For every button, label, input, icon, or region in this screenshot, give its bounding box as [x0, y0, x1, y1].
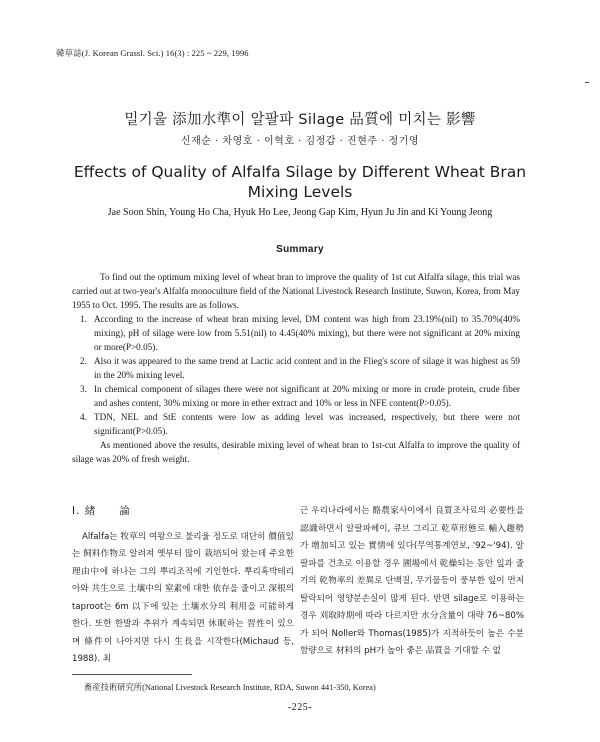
english-authors: Jae Soon Shin, Young Ho Cha, Hyuk Ho Lee, Jeong Gap Kim, Hyun Ju Jin and Ki Young Jeong [107, 207, 493, 218]
result-number: 3. [80, 384, 87, 394]
korean-authors: 신재순 · 차영호 · 이혁호 · 김정갑 · 진현주 · 정기영 [180, 136, 420, 147]
result-item [72, 382, 520, 410]
section-heading-introduction: I. 緖 論 [72, 505, 131, 517]
body-paragraph-right: 근 우리나라에서는 酪農家사이에서 良質조사료의 必要性을 認識하면서 알팔파헤이, 큐브 그리고 乾草形態로 輸入趨勢가 增加되고 있는 實情에 있다(무역통계연보, '92~'94). 알팔파를 건초로 이용할 경우 圃場에서 乾燥되는 동안 잎과 줄기의 乾物率의 差異로 단백질, 무기물등이 풍부한 잎이 먼저 탈락되어 영양분손실이 많게 된다. 반면 silage로 이용하는 경우 刈取時期에 따라 다르지만 水分含量이 대략 76~80%가 되어 Noller와 Thomas(1985)가 지적하듯이 높은 수분함량으로 材料의 pH가 높아 좋은 品質을 기대할 수 없 [300, 506, 524, 656]
result-text: TDN, NEL and StE contents were low as adding level was increased, respectively, but there were not significant(P>0.05). [94, 412, 520, 436]
result-item [72, 410, 520, 438]
results-list [72, 312, 520, 438]
result-text: Also it was appeared to the same trend at Lactic acid content and in the Flieg's score of silage it was highest as 59 in the 20% mixing level. [94, 356, 520, 380]
result-text: In chemical component of silages there were not significant at 20% mixing or more in crude protein, crude fiber and ashes content, 30% mixing or more in ether extract and 10% or less in NFE content(P>0.05). [94, 384, 520, 408]
english-title-line-2: Mixing Levels [247, 183, 353, 201]
korean-title: 밀기울 添加水準이 알팔파 Silage 品質에 미치는 影響 [124, 112, 476, 128]
english-title [0, 162, 600, 202]
affiliation-footnote: 畜産技術研究所(National Livestock Research Institute, RDA, Suwon 441-350, Korea) [84, 683, 376, 692]
body-column-left [72, 503, 294, 669]
summary-conclusion: As mentioned above the results, desirable mixing level of wheat bran to 1st-cut Alfalfa to improve the quality of silage was 20% of fresh weight. [72, 440, 520, 464]
journal-citation: 韓草誌(J. Korean Grassl. Sci.) 16(3) : 225 ~ 229, 1996 [56, 48, 249, 58]
result-item [72, 312, 520, 354]
summary-heading: Summary [276, 244, 324, 255]
result-number: 2. [80, 356, 87, 366]
result-text: According to the increase of wheat bran mixing level, DM content was high from 23.19%(nil) to 35.70%(40% mixing), pH of silage were low from 5.51(nil) to 4.45(40% mixing), but there were not significant at 20% mixing or more(P>0.05). [94, 314, 520, 352]
result-number: 1. [80, 314, 87, 324]
body-column-right [300, 503, 524, 661]
summary-intro: To find out the optimum mixing level of wheat bran to improve the quality of 1st cut Alfalfa silage, this trial was carried out at two-year's Alfalfa monoculture field of the National Livestock Research Institute, Suwon, Korea, from May 1955 to Oct. 1995. The results are as follows. [72, 272, 520, 310]
footnote-rule [72, 674, 192, 675]
english-title-line-1: Effects of Quality of Alfalfa Silage by Different Wheat Bran [73, 163, 527, 181]
summary-abstract [72, 270, 520, 466]
result-number: 4. [80, 412, 87, 422]
result-item [72, 354, 520, 382]
margin-mark [585, 82, 589, 83]
page-number: -225- [287, 702, 313, 713]
body-paragraph-left: Alfalfa는 牧草의 여왕으로 불리울 정도로 대단히 價值있는 飼料作物로 알려져 옛부터 많이 栽培되어 왔는데 주요한 理由中에 하나는 그의 뿌리조직에 기인한다. 뿌리혹박테리아와 共生으로 土壤中의 窒素에 대한 依存을 줄이고 深根의 taproot는 6m 以下에 있는 土壤水分의 利用을 可能하게 한다. 또한 한발과 추위가 계속되면 休眠하는 習性이 있으며 條件이 나아지면 다시 生長을 시작한다(Michaud 등, 1988). 최 [72, 531, 294, 664]
